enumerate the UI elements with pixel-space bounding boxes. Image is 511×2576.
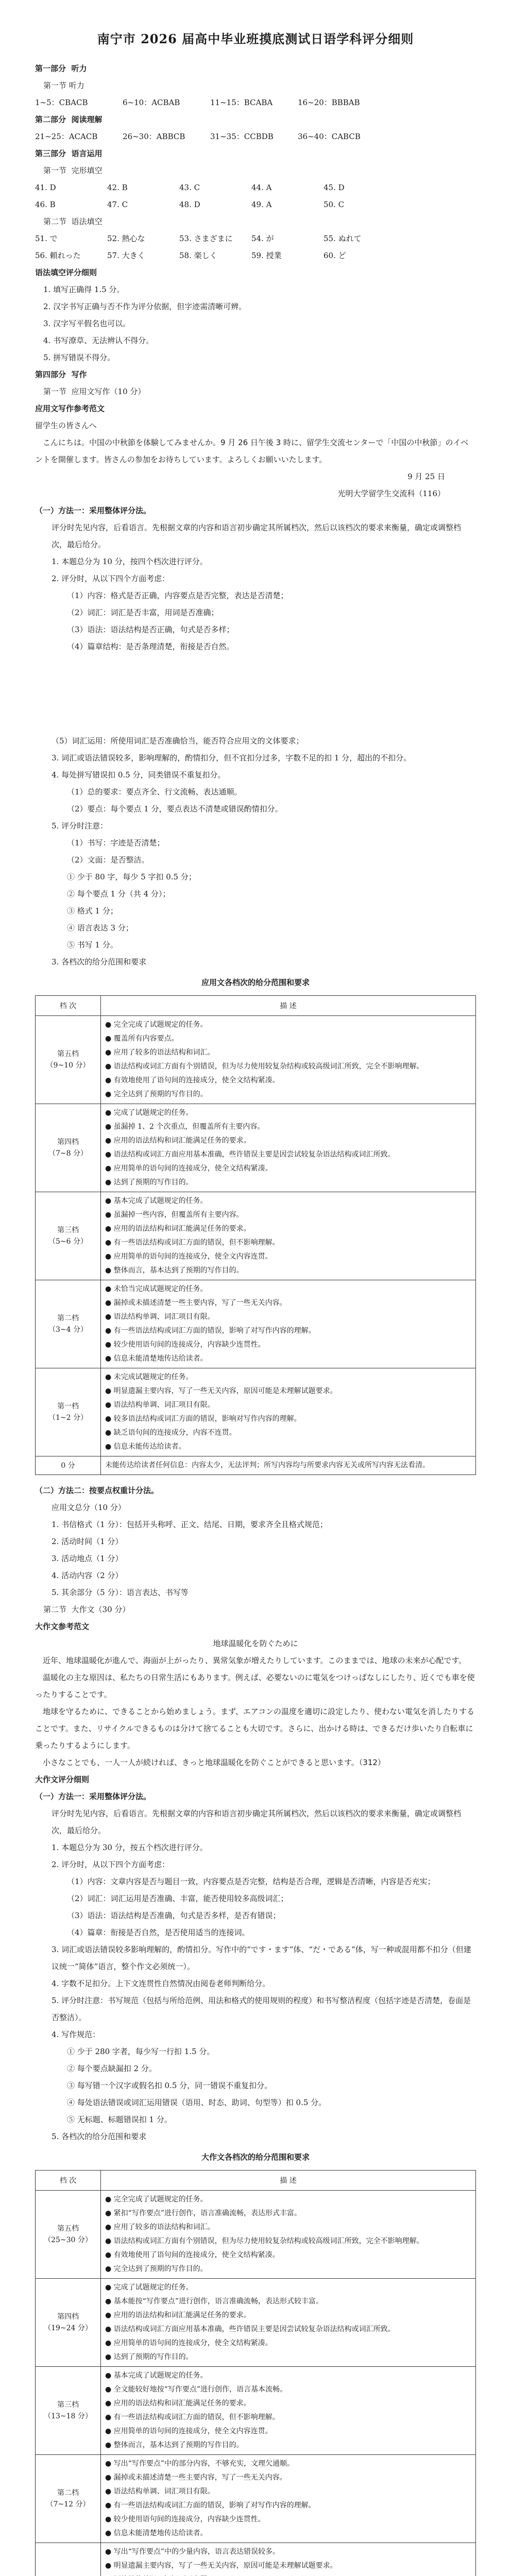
description-line: ● 达到了预期的写作目的。 bbox=[105, 2353, 193, 2361]
cloze-answer-row bbox=[35, 196, 476, 213]
level-cell: 第四档 （7~8 分） bbox=[36, 1104, 101, 1192]
description-line: ● 语法结构单调、词汇项目有限。 bbox=[105, 1313, 215, 1321]
answer-item: 60. ど bbox=[323, 251, 346, 260]
description-line: ● 有一些语法结构或词汇方面的错误，但不影响理解。 bbox=[105, 2413, 280, 2421]
table-row bbox=[36, 1368, 476, 1456]
answer-item: 43. C bbox=[179, 183, 200, 192]
description-line: ● 完全完成了试题规定的任务。 bbox=[105, 1021, 208, 1029]
table-header-cell: 档 次 bbox=[36, 996, 101, 1016]
essay-paragraph: 近年、地球温暖化が進んで、海面が上がったり、異常気象が増えたりしています。このままでは、地球の未来が心配です。 bbox=[35, 1656, 467, 1665]
description-line: ● 较少使用语句间的连接成分，内容缺少连贯性。 bbox=[105, 2515, 265, 2523]
essay-paragraph: 地球を守るために、できることから始めましょう。まず、エアコンの温度を適切に設定したり、使わない電気を消したりすることです。また、リサイクルできるものは分けて捨てることも大切です。さらに、出かける時は、できるだけ歩いたり自転車に乗ったりするようにします。 bbox=[35, 1707, 475, 1750]
description-line: ● 达到了预期的写作目的。 bbox=[105, 1178, 193, 1187]
part4-sub2-heading: 第二节 大作文（30 分） bbox=[43, 1605, 130, 1614]
scoring-text: （2）文面：是否整洁。 bbox=[67, 855, 149, 865]
essay-paragraph: 小さなことでも、一人一人が続ければ、きっと地球温暖化を防ぐことができると思います。（312） bbox=[35, 1758, 385, 1767]
scoring-text: 2. 评分时，从以下四个方面考虑： bbox=[52, 574, 170, 583]
level-cell: 第三档 （5~6 分） bbox=[36, 1192, 101, 1280]
answer-group: 16~20：BBBAB bbox=[298, 98, 360, 107]
description-line: ● 未恰当完成试题规定的任务。 bbox=[105, 1285, 208, 1293]
part1-subheading: 第一节 听力 bbox=[43, 81, 84, 90]
scoring-text: ③ 格式 1 分； bbox=[67, 906, 118, 916]
scoring-text: 1. 书信格式（1 分）：包括开头称呼、正文、结尾、日期，要求齐全且格式规范； bbox=[52, 1520, 328, 1529]
table-row bbox=[36, 1192, 476, 1280]
description-line: ● 应用了较多的语法结构和词汇。 bbox=[105, 1048, 215, 1057]
answer-item: 44. A bbox=[251, 183, 272, 192]
grammar-answer-row bbox=[35, 230, 476, 247]
scoring-text: （1）内容：文章内容是否与题目一致，内容要点是否完整，结构是否合理，逻辑是否清晰，内容是否充实； bbox=[67, 1877, 435, 1886]
description-line: ● 漏掉或未描述清楚一些主要内容，写了一些无关内容。 bbox=[105, 2473, 287, 2482]
description-line: ● 应用简单的语句间的连接成分，使全文内容连贯。 bbox=[105, 1252, 272, 1261]
table-row bbox=[36, 1280, 476, 1368]
description-line: ● 完全达到了预期的写作目的。 bbox=[105, 1090, 208, 1098]
scoring-text: （3）语法：语法结构是否正确，句式是否多样； bbox=[67, 625, 234, 634]
part4-sub1-heading: 第一节 应用文写作（10 分） bbox=[43, 387, 146, 396]
scoring-text: 5. 其余部分（5 分）：语言表达、书写等 bbox=[52, 1588, 189, 1597]
level-cell bbox=[36, 2543, 101, 2576]
scoring-text: ② 每个要点缺漏扣 2 分。 bbox=[67, 2064, 157, 2073]
scoring-text: ② 每个要点 1 分（共 4 分）； bbox=[67, 889, 171, 899]
description-line: ● 较多语法结构或词汇方面的错误，影响对写作内容的理解。 bbox=[105, 1415, 301, 1423]
scoring-text: 评分时先见内容，后看语言。先根据文章的内容和语言初步确定其所属档次，然后以该档次的要求来衡量，确定或调整档次，最后给分。 bbox=[52, 523, 462, 549]
scoring-text: 4. 活动内容（2 分） bbox=[52, 1571, 123, 1580]
part3-sub2-heading: 第二节 语法填空 bbox=[43, 217, 103, 226]
description-line: ● 写出“写作要点”中的部分内容，不够充实，文理欠通顺。 bbox=[105, 2460, 294, 2468]
scoring-text: （5）词汇运用：所使用词汇是否准确恰当，能否符合应用文的文体要求； bbox=[52, 736, 304, 745]
part2-heading: 第二部分 阅读理解 bbox=[35, 115, 103, 124]
scoring-text: 3. 词汇或语法错误较多影响理解的，酌情扣分。写作中的“です・ます”体、“だ・である”体，写一种或混用都不扣分（但建议统一“简体”语言，整个作文必须统一）。 bbox=[52, 1945, 471, 1971]
scoring-text: 3. 词汇或语法错误较多，影响理解的，酌情扣分，但不宜扣分过多，字数不足的扣 1 分，超出的不扣分。 bbox=[52, 753, 412, 762]
scoring-text: （3）语法：语法结构是否准确，句式是否多样，是否有错误； bbox=[67, 1911, 281, 1920]
description-cell bbox=[101, 2455, 476, 2543]
letter-salutation: 留学生の皆さんへ bbox=[35, 421, 97, 430]
table-row bbox=[36, 1016, 476, 1104]
answer-item: 42. B bbox=[107, 183, 128, 192]
description-cell bbox=[101, 1368, 476, 1456]
scoring-text: ④ 每处语法错误或词汇运用错误（语用、时态、助词、句型等）扣 0.5 分。 bbox=[67, 2098, 327, 2107]
table-header-cell: 描 述 bbox=[101, 996, 476, 1016]
level-cell: 第五档 （9~10 分） bbox=[36, 1016, 101, 1104]
description-line: ● 完成了试题规定的任务。 bbox=[105, 2283, 193, 2292]
grammar-note: 2. 汉字书写正确与否不作为评分依据，但字迹需清晰可辨。 bbox=[43, 302, 247, 311]
part3-sub1-heading: 第一节 完形填空 bbox=[43, 166, 103, 175]
answer-item: 57. 大きく bbox=[107, 251, 145, 260]
scoring-text: ④ 语言表达 3 分； bbox=[67, 923, 133, 933]
essay-scoring-heading: 大作文评分细则 bbox=[35, 1775, 90, 1784]
description-line: ● 应用的语法结构和词汇能满足任务的要求。 bbox=[105, 1137, 251, 1145]
letter-date: 9 月 25 日 bbox=[407, 472, 445, 481]
scoring-text: ① 少于 280 字者，每少写一行扣 1.5 分。 bbox=[67, 2047, 215, 2056]
answer-group: 21~25：ACACB bbox=[35, 132, 98, 141]
grammar-note: 3. 汉字写平假名也可以。 bbox=[43, 319, 131, 328]
scoring-text: （2）要点：每个要点 1 分，要点表达不清楚或错误酌情扣分。 bbox=[67, 804, 283, 814]
scoring-method1-heading: （一）方法一：采用整体评分法。 bbox=[35, 506, 151, 515]
description-cell bbox=[101, 1016, 476, 1104]
answer-item: 48. D bbox=[179, 200, 200, 209]
level-cell: 第二档 （3~4 分） bbox=[36, 1280, 101, 1368]
rubric2-table bbox=[35, 2170, 476, 2576]
scoring-text: 5. 评分时注意：书写规范（包括与所给范例、用法和格式的使用规则的程度）和书写整洁程度（包括字迹是否清楚，卷面是否整洁）。 bbox=[52, 1996, 471, 2022]
level-cell: 第二档 （7~12 分） bbox=[36, 2455, 101, 2543]
scoring-text: 5. 各档次的给分范围和要求 bbox=[52, 2132, 147, 2141]
method2-heading: （二）方法二：按要点权重计分法。 bbox=[35, 1486, 159, 1495]
description-line: ● 语法结构或词汇方面有个别错误，但为尽力使用较复杂结构或较高级词汇所致，完全不影响理解。 bbox=[105, 1062, 424, 1071]
answer-item: 52. 熱心な bbox=[107, 234, 145, 243]
description-line: ● 信息未能清楚地传达给读者。 bbox=[105, 1354, 208, 1363]
scoring-text: 3. 活动地点（1 分） bbox=[52, 1554, 123, 1563]
letter-body: こんにちは。中国の中秋節を体験してみませんか。9 月 26 日午後 3 時に、留学生交流センターで「中国の中秋節」のイベントを開催します。皆さんの参加をお待ちしています。よろしくお願いいたします。 bbox=[35, 438, 469, 464]
essay-method1-heading: （一）方法一：采用整体评分法。 bbox=[35, 1792, 151, 1801]
essay-paragraph: 温暖化の主な原因は、私たちの日常生活にもあります。例えば、必要ないのに電気をつけっぱなしにしたり、近くでも車を使ったりすることです。 bbox=[35, 1673, 475, 1699]
scoring-text: 5. 评分时注意： bbox=[52, 821, 108, 831]
grammar-note: 1. 填写正确得 1.5 分。 bbox=[43, 285, 125, 294]
rubric1-caption: 应用文各档次的给分范围和要求 bbox=[201, 978, 310, 987]
grammar-notes-heading: 语法填空评分细则 bbox=[35, 268, 97, 277]
description-line: ● 虽漏掉一些内容，但覆盖所有主要内容。 bbox=[105, 1211, 244, 1219]
description-line: ● 基本能按“写作要点”进行创作，语言准确流畅，表达形式较丰富。 bbox=[105, 2297, 323, 2306]
description-line: ● 语法结构或词汇方面应用基本准确，些许错误主要是因尝试较复杂语法结构或词汇所致。 bbox=[105, 1150, 395, 1159]
level-cell: 第一档 （1~2 分） bbox=[36, 1368, 101, 1456]
description-line: ● 有一些语法结构或词汇方面的错误，影响了对写作内容的理解。 bbox=[105, 1327, 316, 1335]
grammar-note: 4. 书写潦草、无法辨认不得分。 bbox=[43, 336, 154, 345]
level-cell: 第三档 （13~18 分） bbox=[36, 2367, 101, 2455]
description-line: ● 语法结构单调、词汇项目有限。 bbox=[105, 1401, 215, 1409]
description-line: ● 基本完成了试题规定的任务。 bbox=[105, 2371, 208, 2380]
part1-heading: 第一部分 听力 bbox=[35, 64, 87, 73]
description-line: ● 语法结构单调、词汇项目有限。 bbox=[105, 2487, 215, 2496]
description-line: ● 语法结构或词汇方面有个别错误，但为尽力使用较复杂结构或较高级词汇所致，完全不影响理解。 bbox=[105, 2237, 424, 2245]
essay-title: 地球温暖化を防ぐために bbox=[213, 1639, 298, 1648]
description-line: ● 信息未能清楚地传达给读者。 bbox=[105, 2529, 208, 2537]
scoring-text: （2）词汇：词汇运用是否准确、丰富，能否使用较多高级词汇； bbox=[67, 1894, 288, 1903]
answer-item: 58. 楽しく bbox=[179, 251, 217, 260]
table-header-cell: 描 述 bbox=[101, 2171, 476, 2191]
scoring-text: （4）篇章结构：是否条理清楚，衔接是否自然。 bbox=[67, 642, 234, 651]
scoring-text: 2. 评分时，从以下四个方面考虑： bbox=[52, 1860, 170, 1869]
scoring-text: （1）总的要求：要点齐全、行文流畅、表达通顺。 bbox=[67, 787, 242, 796]
answer-group: 1~5：CBACB bbox=[35, 98, 88, 107]
rubric1-table bbox=[35, 995, 476, 1475]
blank-space bbox=[35, 655, 476, 733]
answer-item: 59. 授業 bbox=[251, 251, 282, 260]
description-line: ● 覆盖所有内容要点。 bbox=[105, 1035, 179, 1043]
table-row bbox=[36, 1104, 476, 1192]
answer-item: 50. C bbox=[323, 200, 345, 209]
description-line: ● 应用的语法结构和词汇能满足任务的要求。 bbox=[105, 1225, 251, 1233]
part4-heading: 第四部分 写作 bbox=[35, 370, 87, 379]
description-line: ● 应用的语法结构和词汇能满足任务的要求。 bbox=[105, 2311, 251, 2319]
description-line: ● 有一些语法结构或词汇方面的错误，影响了对写作内容的理解。 bbox=[105, 2501, 316, 2510]
document-title: 南宁市 2026 届高中毕业班摸底测试日语学科评分细则 bbox=[97, 31, 414, 46]
scoring-text: 1. 本题总分为 10 分，按四个档次进行评分。 bbox=[52, 557, 208, 566]
answer-item: 53. さまざまに bbox=[179, 234, 233, 243]
scoring-text: ① 少于 80 字，每少 5 字扣 0.5 分； bbox=[67, 872, 196, 882]
description-cell bbox=[101, 1192, 476, 1280]
answer-item: 55. ぬれて bbox=[323, 234, 362, 243]
scoring-text: ③ 每写错一个汉字或假名扣 0.5 分，同一错误不重复扣分。 bbox=[67, 2081, 272, 2090]
description-line: ● 写出“写作要点”中的少量内容，语言表达错误较多。 bbox=[105, 2548, 280, 2556]
description-line: ● 全文能较好地按“写作要点”进行创作，语言基本流畅。 bbox=[105, 2385, 287, 2394]
table-row bbox=[36, 2191, 476, 2279]
answer-group: 26~30：ABBCB bbox=[123, 132, 185, 141]
description-line bbox=[105, 2573, 471, 2576]
table-row bbox=[36, 2543, 476, 2576]
answer-item: 45. D bbox=[323, 183, 345, 192]
scoring-text: 2. 活动时间（1 分） bbox=[52, 1537, 123, 1546]
description-cell bbox=[101, 2367, 476, 2455]
description-line: ● 应用简单的语句间的连接成分，使全文结构紧凑。 bbox=[105, 1164, 272, 1173]
answer-item: 56. 頼れった bbox=[35, 251, 81, 260]
description-line: ● 缺乏语句间的连接成分，内容不连贯。 bbox=[105, 1429, 236, 1437]
table-row bbox=[36, 2455, 476, 2543]
letter-signature: 光明大学留学生交流科（116） bbox=[337, 489, 445, 498]
part1-answer-row bbox=[35, 94, 476, 111]
description-line: ● 语法结构或词汇方面应用基本准确，些许错误主要是因尝试较复杂语法结构或词汇所致。 bbox=[105, 2325, 395, 2333]
description-line: ● 未完成试题规定的任务。 bbox=[105, 1373, 193, 1381]
answer-item: 47. C bbox=[107, 200, 128, 209]
description-cell bbox=[101, 2279, 476, 2367]
grammar-answer-row bbox=[35, 247, 476, 264]
answer-item: 49. A bbox=[251, 200, 272, 209]
description-line: ● 完全达到了预期的写作目的。 bbox=[105, 2265, 208, 2273]
level-cell: 第五档 （25~30 分） bbox=[36, 2191, 101, 2279]
answer-group: 36~40：CABCB bbox=[298, 132, 361, 141]
answer-group: 31~35：CCBDB bbox=[210, 132, 274, 141]
document-body bbox=[35, 29, 476, 2576]
table-row bbox=[36, 2367, 476, 2455]
table-header-cell: 档 次 bbox=[36, 2171, 101, 2191]
answer-group: 6~10：ACBAB bbox=[123, 98, 180, 107]
description-line: ● 较少使用语句间的连接成分，内容缺少连贯性。 bbox=[105, 1341, 265, 1349]
description-line: ● 紧扣“写作要点”进行创作，语言准确流畅，表达形式丰富。 bbox=[105, 2209, 301, 2217]
table-header-row bbox=[36, 996, 476, 1016]
scoring-text: 评分时先见内容，后看语言。先根据文章的内容和语言初步确定其所属档次，然后以该档次的要求来衡量，确定或调整档次，最后给分。 bbox=[52, 1809, 462, 1835]
description-cell bbox=[101, 1104, 476, 1192]
part3-heading: 第三部分 语言运用 bbox=[35, 149, 103, 158]
scoring-text: （1）内容：格式是否正确，内容要点是否完整，表达是否清楚； bbox=[67, 591, 288, 600]
description-line: ● 完全完成了试题规定的任务。 bbox=[105, 2195, 208, 2204]
description-line: ● 应用了较多的语法结构和词汇。 bbox=[105, 2223, 215, 2231]
reference-letter-heading: 应用文写作参考范文 bbox=[35, 404, 105, 413]
description-line: ● 有一些语法结构或词汇方面的错误，但不影响理解。 bbox=[105, 1239, 280, 1247]
description-line: ● 明显遗漏主要内容，写了一些无关内容，原因可能是未理解试题要求。 bbox=[105, 1387, 337, 1395]
description-line: ● 应用简单的语句间的连接成分，使全文内容连贯。 bbox=[105, 2427, 272, 2435]
description-line: ● 有效地使用了语句间的连接成分，使全文结构紧凑。 bbox=[105, 2251, 280, 2259]
scoring-text: 应用文总分（10 分） bbox=[52, 1503, 126, 1512]
answer-item: 54. が bbox=[251, 234, 274, 243]
description-line: ● 漏掉或未描述清楚一些主要内容，写了一些无关内容。 bbox=[105, 1299, 287, 1307]
scoring-text: ⑤ 书写 1 分。 bbox=[67, 940, 118, 950]
description-line: ● 有效地使用了语句间的连接成分，使全文结构紧凑。 bbox=[105, 1076, 280, 1084]
scoring-text: （2）词汇：词汇是否丰富，用词是否准确； bbox=[67, 608, 219, 617]
description-line: ● 整体而言，基本达到了预期的写作目的。 bbox=[105, 1266, 244, 1275]
rubric2-caption: 大作文各档次的给分范围和要求 bbox=[201, 2153, 310, 2162]
scoring-text: 1. 本题总分为 30 分，按五个档次进行评分。 bbox=[52, 1843, 208, 1852]
answer-item: 51. で bbox=[35, 234, 58, 243]
cloze-answer-row bbox=[35, 179, 476, 196]
description-cell bbox=[101, 1280, 476, 1368]
essay-reference-heading: 大作文参考范文 bbox=[35, 1622, 90, 1631]
table-row bbox=[36, 1456, 476, 1475]
description-line: ● 明显遗漏主要内容，写了一些无关内容，原因可能是未理解试题要求。 bbox=[105, 2562, 337, 2570]
description-cell bbox=[101, 2191, 476, 2279]
description-line: ● 整体而言，基本达到了预期的写作目的。 bbox=[105, 2441, 244, 2449]
level-cell: 第四档 （19~24 分） bbox=[36, 2279, 101, 2367]
part2-answer-row bbox=[35, 128, 476, 145]
scoring-text: 4. 写作规范： bbox=[52, 2030, 100, 2039]
level-cell: 0 分 bbox=[36, 1456, 101, 1475]
answer-item: 41. D bbox=[35, 183, 56, 192]
scoring-text: 3. 各档次的给分范围和要求 bbox=[52, 957, 147, 967]
description-line: ● 应用的语法结构和词汇能满足任务的要求。 bbox=[105, 2399, 251, 2408]
description-line: ● 基本完成了试题规定的任务。 bbox=[105, 1197, 208, 1205]
description-cell bbox=[101, 2543, 476, 2576]
scoring-text: 4. 每处拼写错误扣 0.5 分，同类错误不重复扣分。 bbox=[52, 770, 226, 779]
table-row bbox=[36, 2279, 476, 2367]
answer-group: 11~15：BCABA bbox=[210, 98, 273, 107]
answer-item: 46. B bbox=[35, 200, 56, 209]
description-line: ● 应用简单的语句间的连接成分，使全文结构紧凑。 bbox=[105, 2339, 272, 2347]
scoring-text: （1）书写：字迹是否清楚； bbox=[67, 838, 165, 848]
description-line: ● 信息未能传达给读者。 bbox=[105, 1443, 186, 1451]
description-line: ● 虽漏掉 1、2 个次重点，但覆盖所有主要内容。 bbox=[105, 1123, 265, 1131]
description-line: ● 完成了试题规定的任务。 bbox=[105, 1109, 193, 1117]
description-cell bbox=[101, 1456, 476, 1475]
scoring-text: 4. 字数不足扣分。上下文连贯性自然情况由阅卷老师判断给分。 bbox=[52, 1979, 270, 1988]
scoring-text: ⑤ 无标题、标题错误扣 1 分。 bbox=[67, 2115, 172, 2124]
grammar-note: 5. 拼写错误不得分。 bbox=[43, 353, 115, 362]
scoring-text: （4）篇章：衔接是否自然，是否使用适当的连接词。 bbox=[67, 1928, 250, 1937]
table-header-row bbox=[36, 2171, 476, 2191]
description-line: 未能传达给读者任何信息：内容太少，无法评判；所写内容均与所要求内容无关或所写内容无法看清。 bbox=[105, 1461, 430, 1469]
